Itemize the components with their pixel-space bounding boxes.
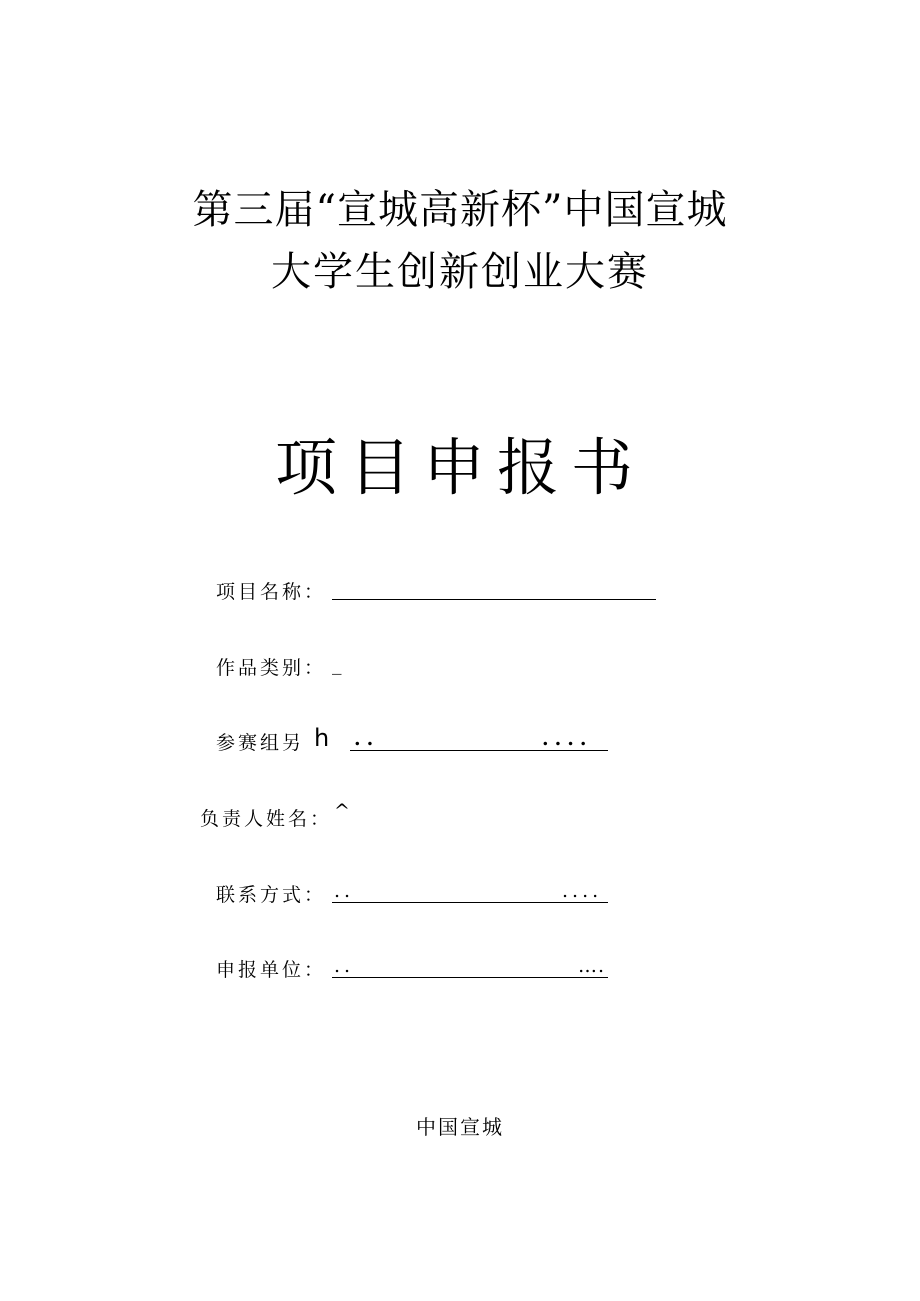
group-dots-left: .. [354,728,380,750]
unit-field [216,955,616,985]
contest-title-line-1: 第三届“宣城高新杯”中国宣城 [192,187,728,233]
contact-field [216,880,616,910]
unit-dots-right: …. [578,955,606,977]
group-dots-right: .... [542,728,593,750]
contact-dots-left: .. [334,880,355,902]
contest-title-line-2: 大学生创新创业大赛 [271,249,649,295]
project-name-field [216,577,666,607]
contact-dots-right: .... [562,880,603,902]
group-label: 参赛组另 [216,732,305,754]
group-field [216,724,616,758]
category-value[interactable]: _ [332,653,345,675]
document-title: 项目申报书 [274,431,645,504]
unit-blank[interactable] [332,955,608,978]
unit-dots-left: .. [334,955,355,977]
leader-label: 负责人姓名： [200,808,333,830]
contact-label: 联系方式： [216,884,327,906]
category-field [216,653,516,683]
leader-value[interactable]: ^ [334,800,353,822]
project-name-blank[interactable] [332,577,656,600]
leader-field [200,800,500,834]
footer-location: 中国宣城 [416,1115,504,1139]
unit-label: 申报单位： [216,959,327,981]
group-suffix: h [314,724,333,752]
category-label: 作品类别： [216,657,327,679]
project-name-label: 项目名称： [216,581,327,603]
